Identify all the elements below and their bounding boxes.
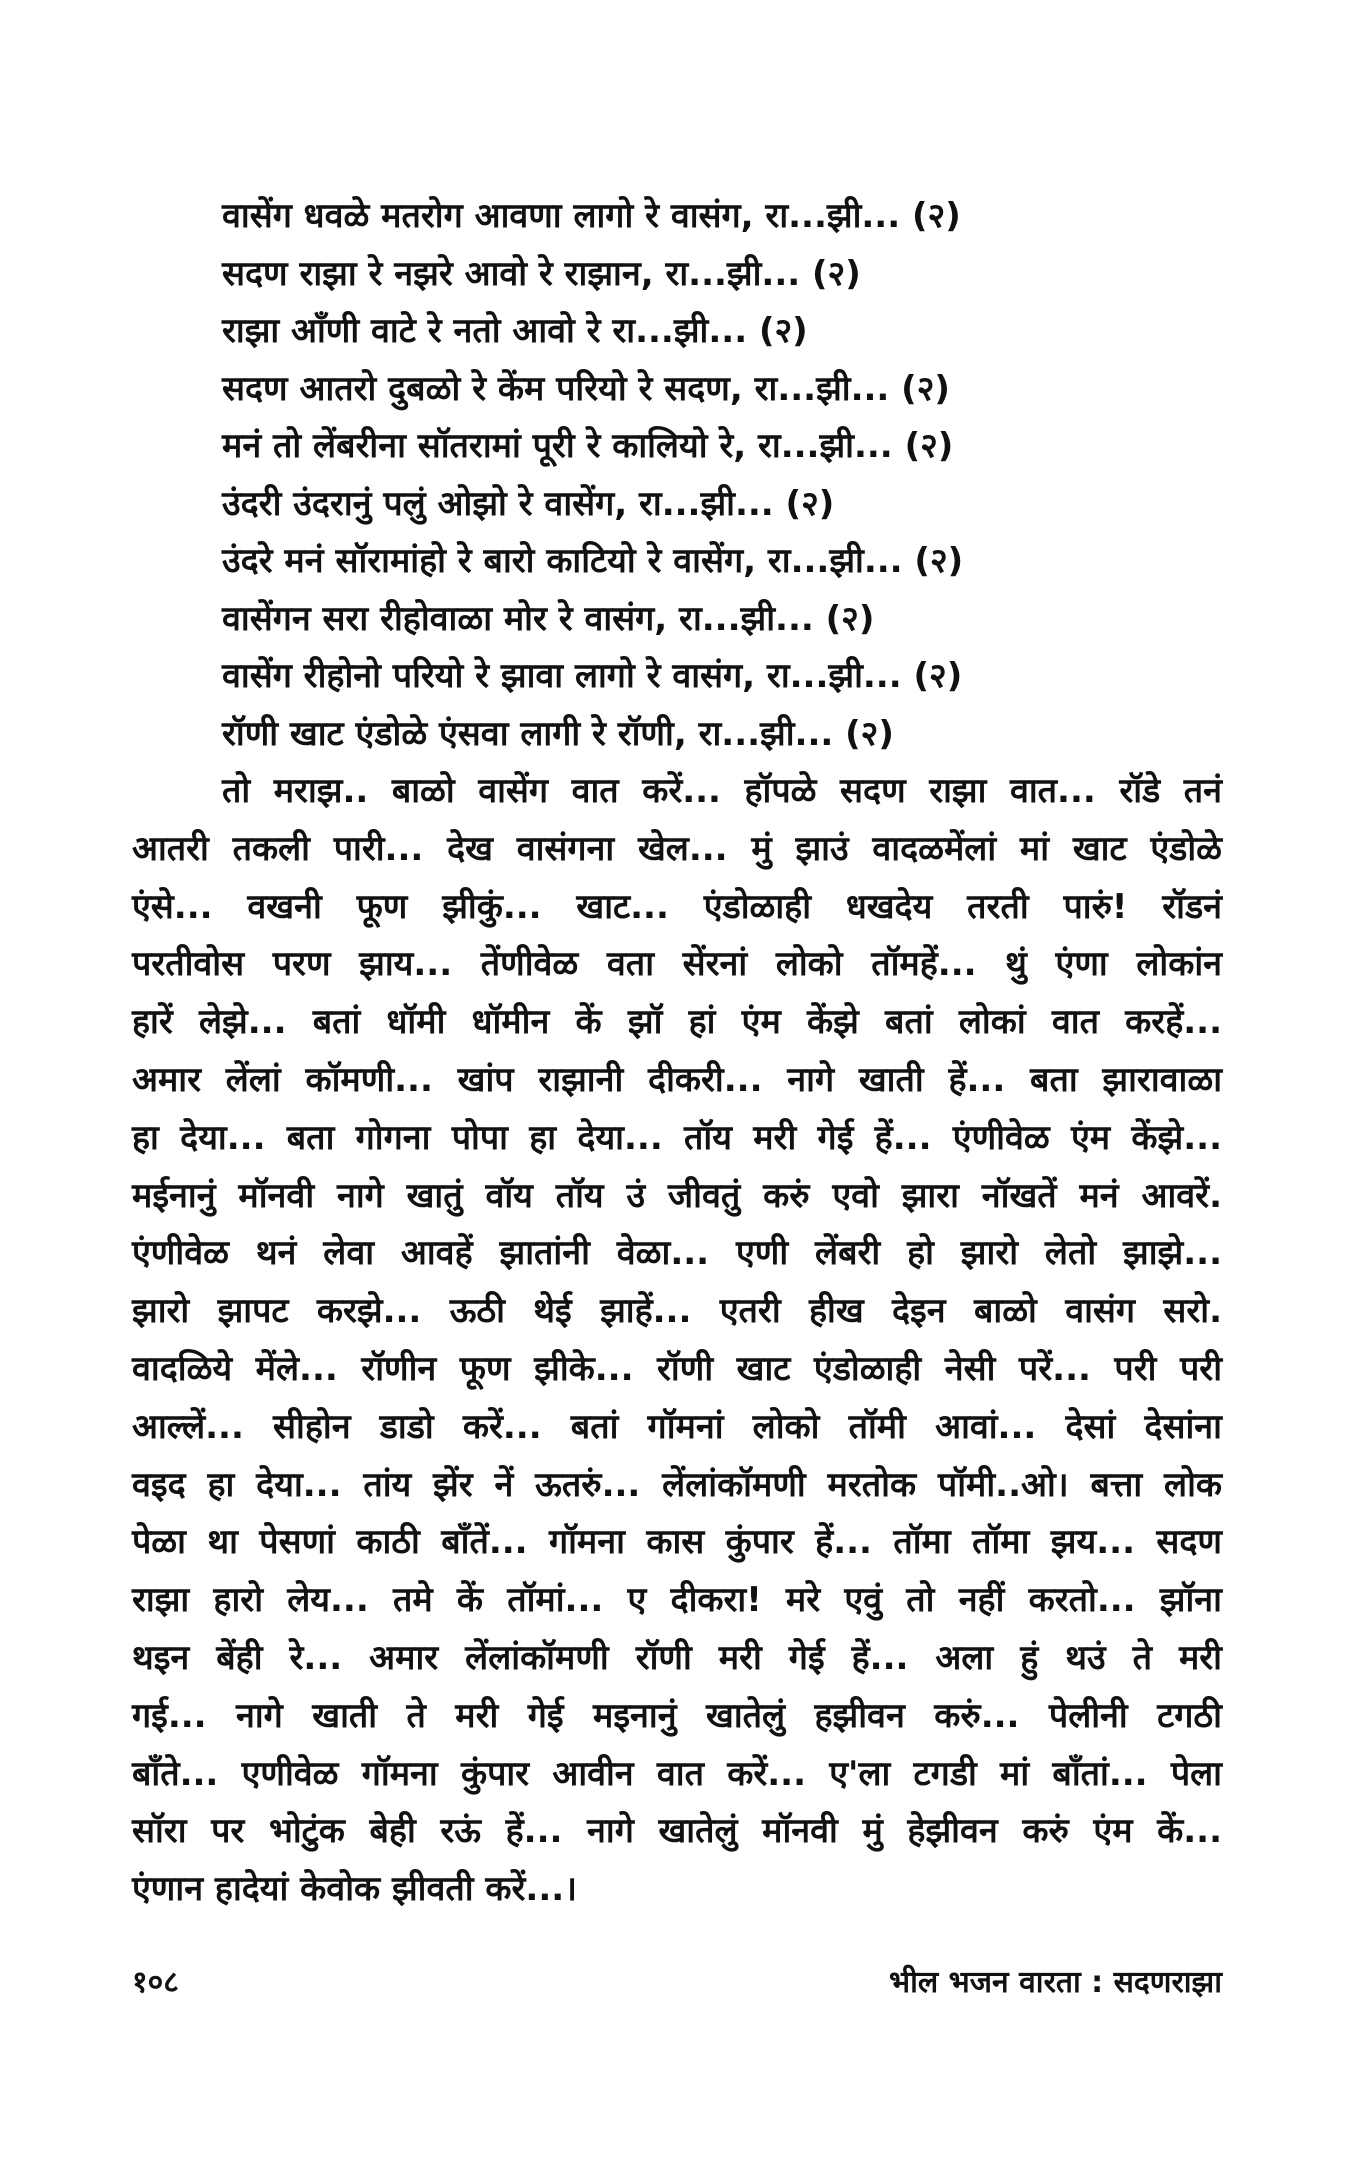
verse-line: वासेंग धवळे मतरोग आवणा लागो रे वासंग, रा...झी... (२): [222, 196, 961, 236]
prose-line: परतीवोस परण झाय... तेंणीवेळ वता सेंरनां लोको तॉमहें... थुं एंणा लोकांन: [132, 944, 1222, 985]
page-footer: [132, 1960, 1222, 2010]
prose-line: झारो झापट करझे... ऊठी थेई झाहें... एतरी हीख देइन बाळो वासंग सरो.: [132, 1291, 1222, 1332]
prose-line: आल्लें... सीहोन डाडो करें... बतां गॉमनां लोको तॉमी आवां... देसां देसांना: [132, 1406, 1222, 1447]
prose-line: राझा हारो लेय... तमे कें तॉमां... ए दीकरा! मरे एवुं तो नहीं करतो... झॉना: [132, 1580, 1222, 1621]
prose-line: वइद हा देया... तांय झेंर नें ऊतरुं... लेंलांकॉमणी मरतोक पॉमी..ओ। बत्ता लोक: [132, 1464, 1222, 1505]
prose-line-last: एंणान हादेयां केवोक झीवती करें...।: [132, 1869, 578, 1910]
prose-line: हारें लेझे... बतां धॉमी धॉमीन कें झॉ हां एंम केंझे बतां लोकां वात करहें...: [132, 1002, 1222, 1043]
verse-block: [222, 188, 1242, 763]
prose-line: एंणीवेळ थनं लेवा आवहें झातांनी वेळा... एणी लेंबरी हो झारो लेतो झाझे...: [132, 1233, 1222, 1274]
verse-line: वासेंगन सरा रीहोवाळा मोर रे वासंग, रा...झी... (२): [222, 598, 875, 639]
verse-line: उंदरी उंदरानुं पलुं ओझो रे वासेंग, रा...झी... (२): [222, 483, 835, 524]
prose-line: आतरी तकली पारी... देख वासंगना खेल... मुं झाउं वादळमेंलां मां खाट एंडोळे: [132, 828, 1222, 869]
verse-line: उंदरे मनं सॉरामांहो रे बारो काटियो रे वासेंग, रा...झी... (२): [222, 541, 964, 581]
prose-line: वादळिये मेंले... रॉणीन फूण झीके... रॉणी खाट एंडोळाही नेसी परें... परी परी: [132, 1348, 1222, 1389]
verse-line: मनं तो लेंबरीना सॉतरामां पूरी रे कालियो रे, रा...झी... (२): [222, 426, 954, 466]
verse-line: रॉणी खाट एंडोळे एंसवा लागी रे रॉणी, रा...झी... (२): [222, 713, 894, 754]
verse-line: सदण राझा रे नझरे आवो रे राझान, रा...झी... (२): [222, 253, 861, 294]
prose-line: मईनानुं मॉनवी नागे खातुं वॉय तॉय उं जीवतुं करुं एवो झारा नॉखतें मनं आवरें.: [132, 1175, 1222, 1216]
prose-line: बाँते... एणीवेळ गॉमना कुंपार आवीन वात करें... ए'ला टगडी मां बाँतां... पेला: [132, 1753, 1222, 1794]
prose-line: थइन बेंही रे... अमार लेंलांकॉमणी रॉणी मरी गेई हें... अला हुं थउं ते मरी: [132, 1637, 1222, 1678]
prose-line: एंसे... वखनी फूण झीकुं... खाट... एंडोळाही धखदेय तरती पारुं! रॉडनं: [132, 886, 1222, 927]
prose-line: अमार लेंलां कॉमणी... खांप राझानी दीकरी... नागे खाती हें... बता झारावाळा: [132, 1059, 1222, 1100]
prose-line: गई... नागे खाती ते मरी गेई मइनानुं खातेलुं हझीवन करुं... पेलीनी टगठी: [132, 1695, 1222, 1736]
prose-line: पेळा था पेसणां काठी बाँतें... गॉमना कास कुंपार हें... तॉमा तॉमा झय... सदण: [132, 1522, 1222, 1563]
page-number: १०८: [132, 1965, 179, 2000]
verse-line: वासेंग रीहोनो परियो रे झावा लागो रे वासंग, रा...झी... (२): [222, 656, 963, 696]
verse-line: राझा ऑंणी वाटे रे नतो आवो रे रा...झी... (२): [222, 311, 808, 351]
prose-line: तो मराझ.. बाळो वासेंग वात करें... हॉपळे सदण राझा वात... रॉडे तनं: [222, 771, 1222, 811]
prose-paragraph: [132, 763, 1222, 1919]
prose-line: सॉरा पर भोटुंक बेही रऊं हें... नागे खातेलुं मॉनवी मुं हेझीवन करुं एंम कें...: [132, 1811, 1222, 1852]
verse-line: सदण आतरो दुबळो रे केंम परियो रे सदण, रा...झी... (२): [222, 368, 950, 409]
running-title: भील भजन वारता : सदणराझा: [889, 1965, 1222, 2000]
prose-line: हा देया... बता गोगना पोपा हा देया... तॉय मरी गेई हें... एंणीवेळ एंम केंझे...: [132, 1117, 1222, 1158]
